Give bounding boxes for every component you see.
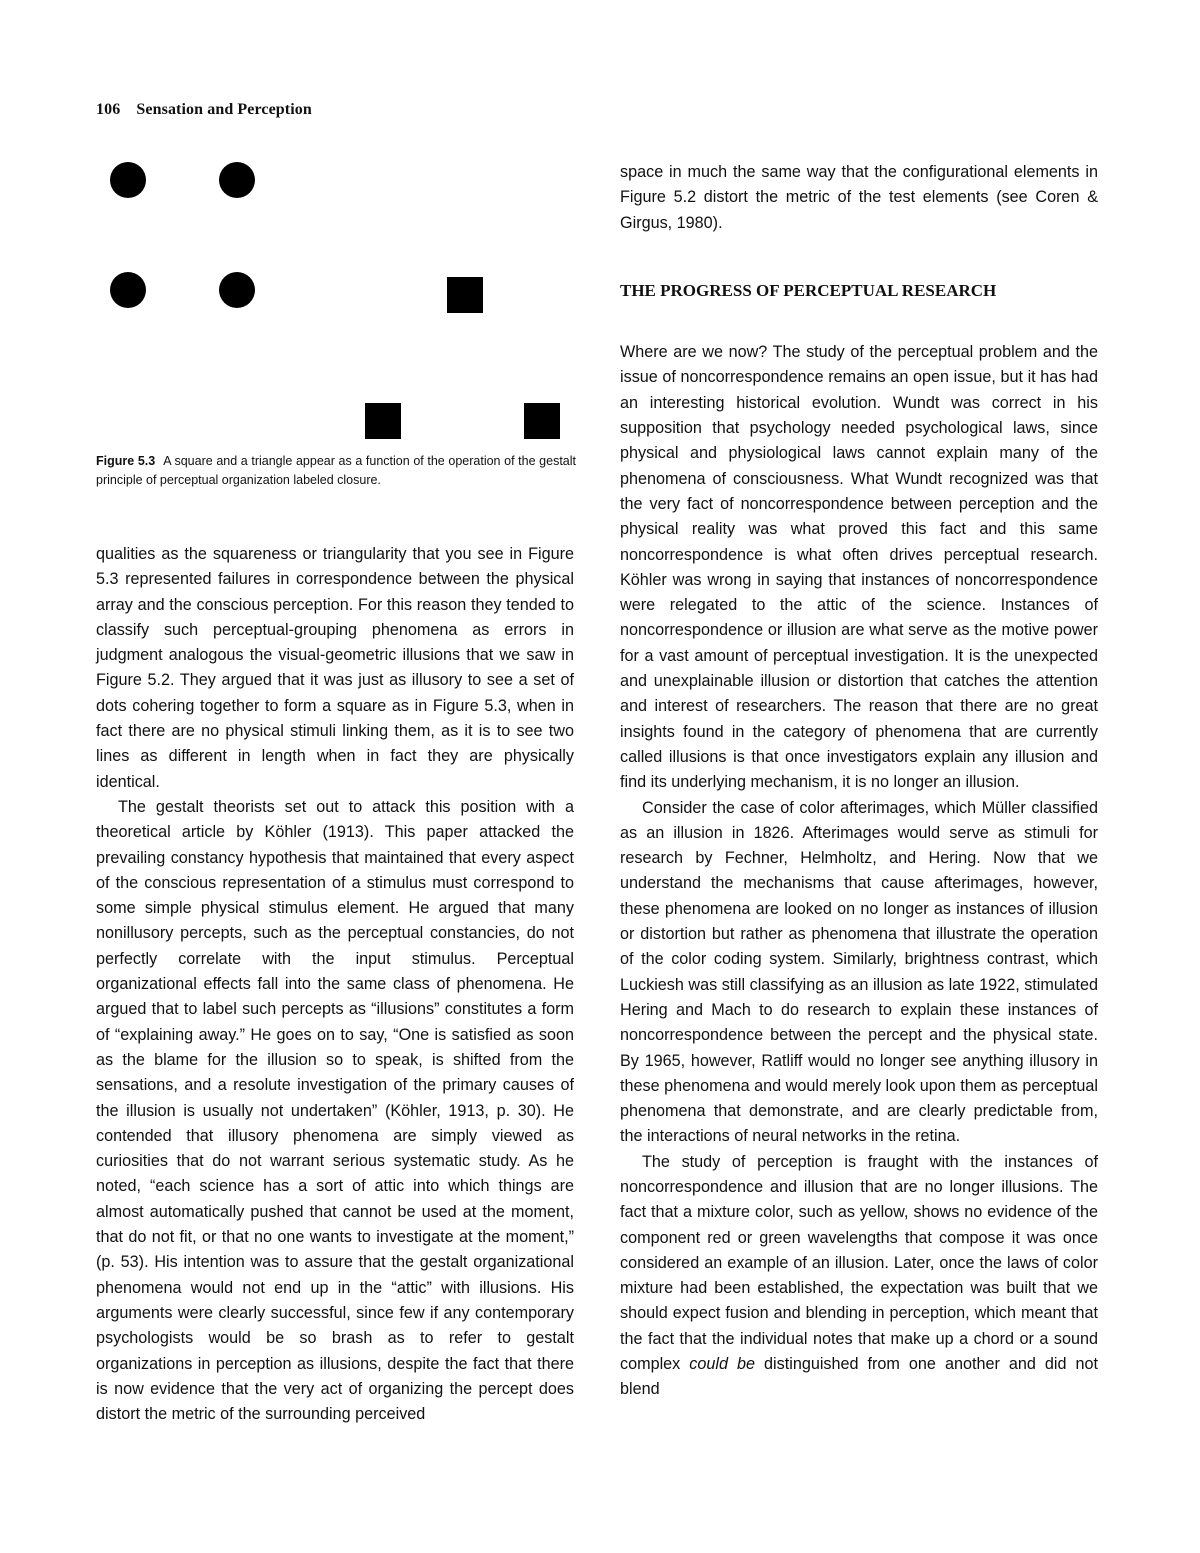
square-apex	[447, 277, 483, 313]
paragraph: Where are we now? The study of the perceptual problem and the issue of noncorrespondence remains an open issue, but it has had an interesting historical evolution. Wundt was correct in his supposition that psychology needed psychological laws, since physical and physiological laws cannot explain many of the phenomena of consciousness. What Wundt recognized was that the very fact of noncorrespondence between perception and the physical reality was what proved this fact and this same noncorrespondence is what often drives perceptual research. Köhler was wrong in saying that instances of noncorrespondence were relegated to the attic of the science. Instances of noncorrespondence or illusion are what serve as the motive power for a vast amount of perceptual investigation. It is the unexpected and unexplainable illusion or distortion that catches the attention and interest of researchers. The reason that there are no great insights found in the category of phenomena that are currently called illusions is that once investigators explain any illusion and find its underlying mechanism, it is no longer an illusion.	[620, 343, 1098, 792]
dot-bottom-right	[219, 272, 255, 308]
paragraph-end: distinguished from one another and did not blend	[620, 1355, 1098, 1399]
paragraph	[620, 1150, 1098, 1403]
page-number: 106	[96, 101, 121, 118]
paragraph: qualities as the squareness or triangularity that you see in Figure 5.3 represented failures in correspondence between the physical array and the conscious perception. For this reason they tended to classify such perceptual-grouping phenomena as errors in judgment analogous the visual-geometric illusions that we saw in Figure 5.2. They argued that it was just as illusory to see a set of dots cohering together to form a square as in Figure 5.3, when in fact there are no physical stimuli linking them, as it is to see two lines as different in length when in fact they are physically identical.	[96, 545, 574, 791]
dot-top-left	[110, 162, 146, 198]
paragraph: The gestalt theorists set out to attack this position with a theoretical article by Köhler (1913). This paper attacked the prevailing constancy hypothesis that maintained that every aspect of the conscious representation of a stimulus must correspond to some simple physical stimulus element. He argued that many nonillusory percepts, such as the perceptual constancies, do not perfectly correlate with the input stimulus. Perceptual organizational effects fall into the same class of phenomena. He argued that to label such percepts as “illusions” constitutes a form of “explaining away.” He goes on to say, “One is satisfied as soon as the blame for the illusion so to speak, is shifted from the sensations, and a resolute investigation of the primary causes of the illusion is usually not undertaken” (Köhler, 1913, p. 30). He contended that illusory phenomena are simply viewed as curiosities that do not warrant serious systematic study. As he noted, “each science has a sort of attic into which things are almost automatically pushed that cannot be used at the moment, that do not fit, or that no one wants to investigate at the moment,” (p. 53). His intention was to assure that the gestalt organizational phenomena would not end up in the “attic” with illusions. His arguments were clearly successful, since few if any contemporary psychologists would be so brash as to refer to gestalt organizations in perception as illusions, despite the fact that there is now evidence that the very act of organizing the percept does distort the metric of the surrounding perceived	[96, 797, 574, 1424]
dot-bottom-left	[110, 272, 146, 308]
running-head	[96, 101, 312, 119]
paragraph-start: The study of perception is fraught with the instances of noncorrespondence and illusion that are no longer illusions. The fact that a mixture color, such as yellow, shows no evidence of the component red or green wavelengths that compose it was once considered an example of an illusion. Later, once the laws of color mixture had been established, the expectation was built that we should expect fusion and blending in perception, which meant that the fact that the individual notes that make up a chord or a sound complex	[620, 1152, 1098, 1374]
figure-caption-text: A square and a triangle appear as a function of the operation of the gestalt principle of perceptual organization labeled closure.	[96, 454, 576, 487]
left-column	[96, 542, 574, 1427]
running-title: Sensation and Perception	[136, 101, 312, 118]
square-base-left	[365, 403, 401, 439]
section-heading: THE PROGRESS OF PERCEPTUAL RESEARCH	[620, 280, 997, 300]
right-column	[620, 160, 1098, 1403]
dot-top-right	[219, 162, 255, 198]
paragraph-continuation: space in much the same way that the configurational elements in Figure 5.2 distort the metric of the test elements (see Coren & Girgus, 1980).	[620, 163, 1098, 232]
figure-label: Figure 5.3	[96, 454, 156, 468]
square-base-right	[524, 403, 560, 439]
emphasis: could be	[689, 1355, 756, 1374]
figure-5-3	[96, 150, 576, 435]
paragraph: Consider the case of color afterimages, which Müller classified as an illusion in 1826. Afterimages would serve as stimuli for research by Fechner, Helmholtz, and Hering. Now that we understand the mechanisms that cause afterimages, however, these phenomena are looked on no longer as instances of illusion or distortion but rather as phenomena that illustrate the operation of the color coding system. Similarly, brightness contrast, which Luckiesh was still classifying as an illusion as late 1922, stimulated Hering and Mach to do research to explain these instances of noncorrespondence between the percept and the physical state. By 1965, however, Ratliff would no longer see anything illusory in these phenomena and would merely look upon them as perceptual phenomena that demonstrate, and are clearly predictable from, the interactions of neural networks in the retina.	[620, 798, 1098, 1146]
figure-caption	[96, 452, 576, 490]
